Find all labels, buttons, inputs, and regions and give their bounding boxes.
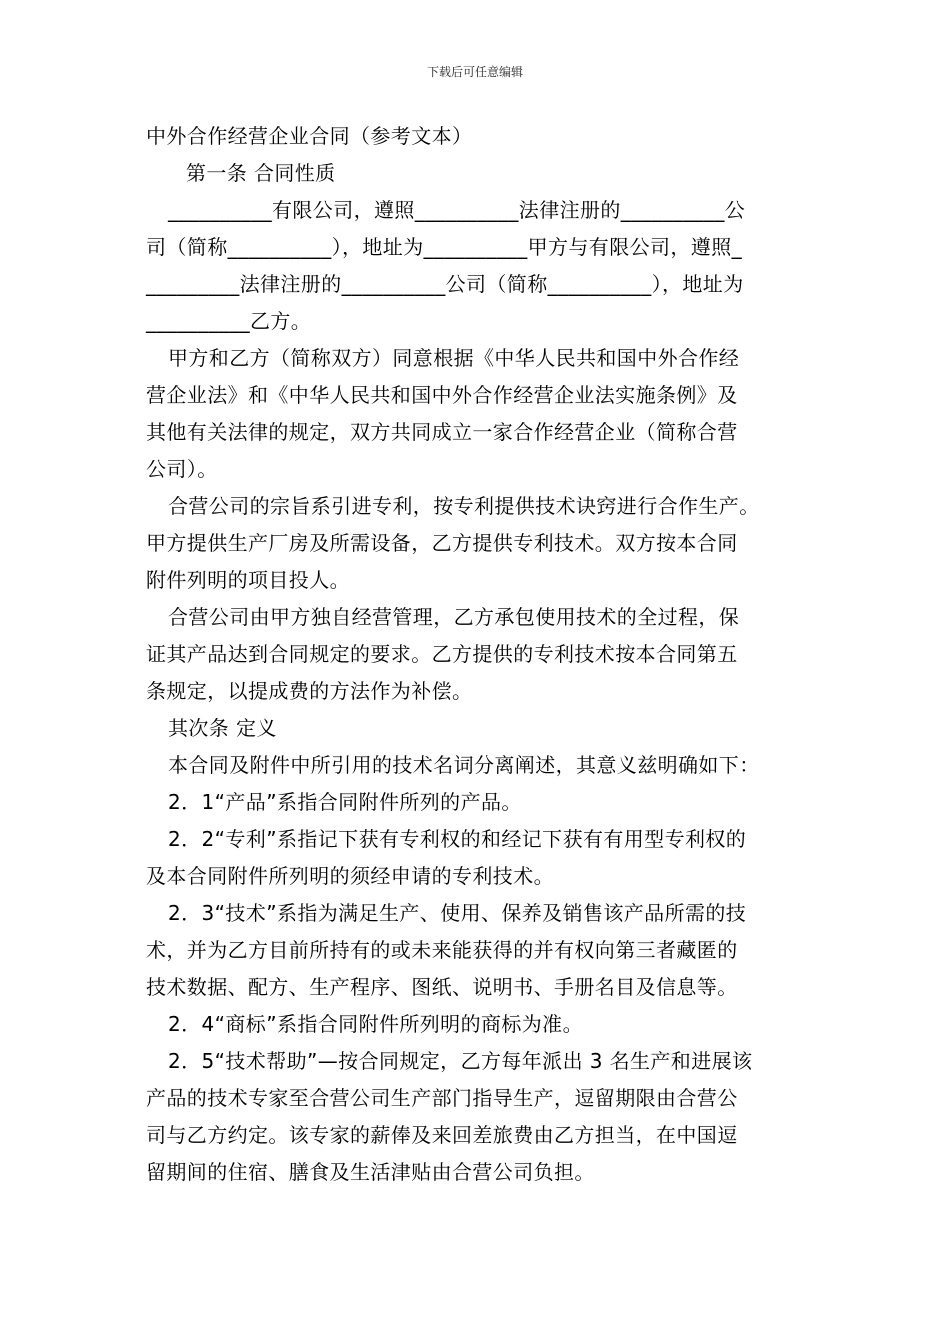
definition-line: 2．2“专利”系指记下获有专利权的和经记下获有有用型专利权的: [168, 827, 747, 851]
parties-line: _________法律注册的__________公司（简称__________），地址为: [146, 272, 744, 296]
agreement-line: 其他有关法律的规定，双方共同成立一家合作经营企业（简称合营: [146, 420, 738, 444]
definitions-intro: 本合同及附件中所引用的技术名词分离阐述，其意义兹明确如下：: [168, 753, 760, 777]
purpose-line: 附件列明的项目投人。: [146, 568, 350, 592]
purpose-paragraph: [146, 488, 810, 599]
definition-2-2: [146, 821, 810, 895]
definition-line: 及本合同附件所列明的须经申请的专利技术。: [146, 864, 554, 888]
definition-line: 技术数据、配方、生产程序、图纸、说明书、手册名目及信息等。: [146, 975, 738, 999]
management-paragraph: [146, 599, 810, 710]
definition-line: 产品的技术专家至合营公司生产部门指导生产，逗留期限由合营公: [146, 1086, 738, 1110]
definition-2-3: [146, 895, 810, 1006]
article-2-heading: 其次条 定义: [168, 716, 277, 740]
definition-line: 2．4“商标”系指合同附件所列明的商标为准。: [168, 1012, 583, 1036]
purpose-line: 合营公司的宗旨系引进专利，按专利提供技术诀窍进行合作生产。: [168, 494, 760, 518]
parties-paragraph: [146, 192, 810, 340]
parties-line: __________有限公司，遵照__________法律注册的__________公: [168, 198, 746, 222]
definition-line: 术，并为乙方目前所持有的或未来能获得的并有权向第三者藏匿的: [146, 938, 738, 962]
agreement-paragraph: [146, 340, 810, 488]
contract-body: [146, 118, 810, 1191]
header-note: 下载后可任意编辑: [426, 65, 523, 79]
definition-2-4: [146, 1006, 810, 1043]
management-line: 合营公司由甲方独自经营管理，乙方承包使用技术的全过程，保: [168, 605, 740, 629]
document-title: 中外合作经营企业合同（参考文本）: [146, 124, 473, 148]
article-1-heading: 第一条 合同性质: [186, 161, 336, 185]
definition-line: 2．1“产品”系指合同附件所列的产品。: [168, 790, 522, 814]
management-line: 条规定，以提成费的方法作为补偿。: [146, 679, 473, 703]
purpose-line: 甲方提供生产厂房及所需设备，乙方提供专利技术。双方按本合同: [146, 531, 738, 555]
agreement-line: 甲方和乙方（简称双方）同意根据《中华人民共和国中外合作经: [168, 346, 740, 370]
agreement-line: 公司）。: [146, 457, 218, 481]
parties-line: 司（简称__________），地址为__________甲方与有限公司，遵照_: [146, 235, 742, 259]
agreement-line: 营企业法》和《中华人民共和国中外合作经营企业法实施条例》及: [146, 383, 738, 407]
definition-line: 2．3“技术”系指为满足生产、使用、保养及销售该产品所需的技: [168, 901, 747, 925]
management-line: 证其产品达到合同规定的要求。乙方提供的专利技术按本合同第五: [146, 642, 738, 666]
definition-line: 留期间的住宿、膳食及生活津贴由合营公司负担。: [146, 1160, 595, 1184]
definition-2-5: [146, 1043, 810, 1191]
definition-line: 2．5“技术帮助”—按合同规定，乙方每年派出 3 名生产和进展该: [168, 1049, 753, 1073]
parties-line: __________乙方。: [146, 309, 312, 333]
definition-2-1: [146, 784, 810, 821]
definition-line: 司与乙方约定。该专家的薪俸及来回差旅费由乙方担当，在中国逗: [146, 1123, 738, 1147]
